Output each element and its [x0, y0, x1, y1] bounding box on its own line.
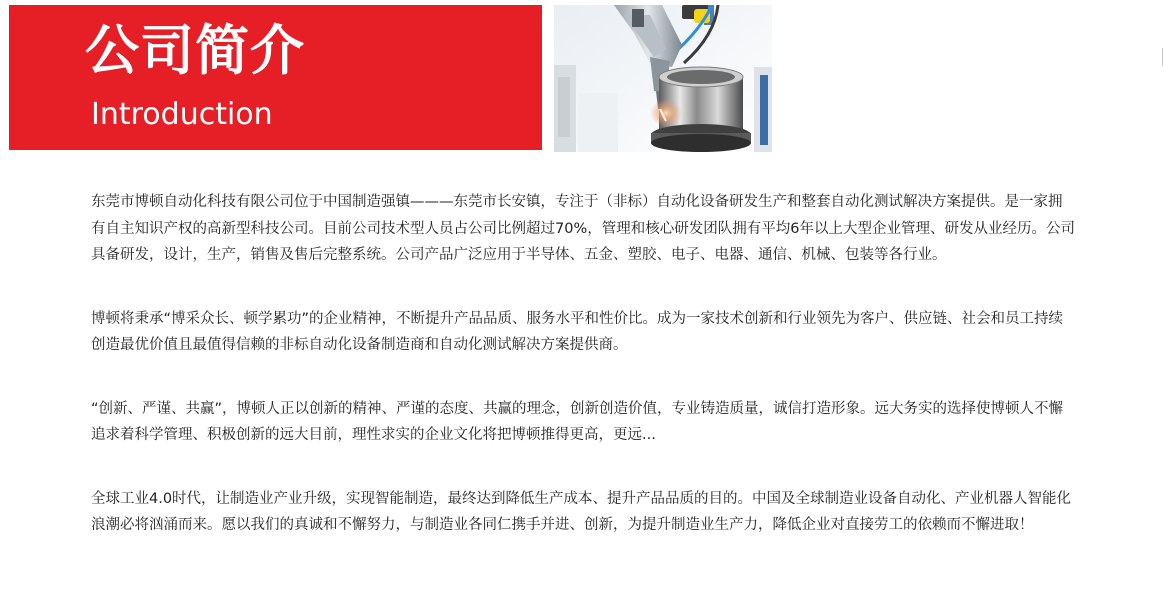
- intro-paragraph: 博顿将秉承“博采众长、顿学累功”的企业精神，不断提升产品品质、服务水平和性价比。成为一家技术创新和行业领先为客户、供应链、社会和员工持续创造最优价值且最值得信赖的非标自动化设备制造商和自动化测试解决方案提供商。: [91, 310, 1064, 353]
- page-edge-divider: [1162, 48, 1163, 66]
- intro-paragraph: 全球工业4.0时代，让制造业产业升级，实现智能制造，最终达到降低生产成本、提升产品品质的目的。中国及全球制造业设备自动化、产业机器人智能化浪潮必将汹涌而来。愿以我们的真诚和不懈努力，与制造业各同仁携手并进、创新，为提升制造业生产力，降低企业对直接劳工的依赖而不懈进取！: [91, 490, 1072, 533]
- intro-content: [91, 189, 1076, 576]
- intro-paragraph: “创新、严谨、共赢”，博顿人正以创新的精神、严谨的态度、共赢的理念，创新创造价值，专业铸造质量，诚信打造形象。远大务实的选择使博顿人不懈追求着科学管理、积极创新的远大目前，理性求实的企业文化将把博顿推得更高，更远...: [91, 400, 1064, 443]
- header-banner: [9, 5, 542, 150]
- laser-welding-machine-photo: [554, 5, 772, 152]
- page-title: 公司简介: [85, 19, 305, 82]
- intro-paragraph: 东莞市博顿自动化科技有限公司位于中国制造强镇———东莞市长安镇，专注于（非标）自动化设备研发生产和整套自动化测试解决方案提供。是一家拥有自主知识产权的高新型科技公司。目前公司技术型人员占公司比例超过70%，管理和核心研发团队拥有平均6年以上大型企业管理、研发从业经历。公司具备研发，设计，生产，销售及售后完整系统。公司产品广泛应用于半导体、五金、塑胶、电子、电器、通信、机械、包装等各行业。: [91, 194, 1075, 263]
- page-subtitle: Introduction: [91, 97, 273, 132]
